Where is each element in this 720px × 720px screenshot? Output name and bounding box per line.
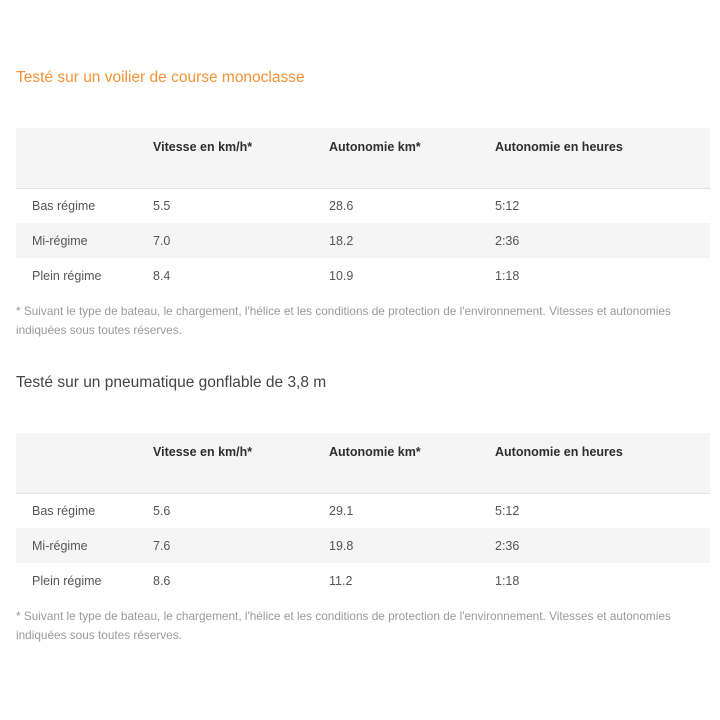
cell-range-km: 10.9 <box>329 268 354 283</box>
section-title: Testé sur un voilier de course monoclasse <box>16 69 305 86</box>
header-cell-empty <box>16 433 153 493</box>
table-header-row <box>16 128 710 188</box>
cell-range-km: 19.8 <box>329 538 354 553</box>
header-range-hours: Autonomie en heures <box>495 445 623 459</box>
cell-range-hours: 5:12 <box>495 198 520 213</box>
table-row <box>16 493 710 528</box>
header-range-km: Autonomie km* <box>329 140 421 154</box>
header-range-hours: Autonomie en heures <box>495 140 623 154</box>
cell-speed: 7.6 <box>153 538 171 553</box>
cell-range-hours: 1:18 <box>495 268 520 283</box>
header-cell-empty <box>16 128 153 188</box>
cell-speed: 8.6 <box>153 573 171 588</box>
cell-range-hours: 5:12 <box>495 503 520 518</box>
footnote: * Suivant le type de bateau, le chargement, l'hélice et les conditions de protection de l'environnement. Vitesses et autonomies indiquées sous toutes réserves. <box>16 304 671 337</box>
cell-range-km: 18.2 <box>329 233 354 248</box>
cell-speed: 5.6 <box>153 503 171 518</box>
spec-table <box>16 433 710 598</box>
table-row <box>16 188 710 223</box>
header-range-km: Autonomie km* <box>329 445 421 459</box>
table-row <box>16 223 710 258</box>
row-label: Plein régime <box>32 268 102 283</box>
row-label: Mi-régime <box>32 233 88 248</box>
header-speed: Vitesse en km/h* <box>153 445 253 459</box>
row-label: Plein régime <box>32 573 102 588</box>
cell-speed: 5.5 <box>153 198 171 213</box>
cell-range-hours: 1:18 <box>495 573 520 588</box>
cell-speed: 8.4 <box>153 268 171 283</box>
cell-range-hours: 2:36 <box>495 233 520 248</box>
footnote: * Suivant le type de bateau, le chargement, l'hélice et les conditions de protection de l'environnement. Vitesses et autonomies indiquées sous toutes réserves. <box>16 609 671 642</box>
row-label: Mi-régime <box>32 538 88 553</box>
cell-range-hours: 2:36 <box>495 538 520 553</box>
row-label: Bas régime <box>32 198 96 213</box>
cell-range-km: 11.2 <box>329 573 353 588</box>
table-row <box>16 563 710 598</box>
table-header-row <box>16 433 710 493</box>
row-label: Bas régime <box>32 503 96 518</box>
cell-range-km: 28.6 <box>329 198 354 213</box>
spec-section-sailboat <box>16 68 710 340</box>
table-row <box>16 528 710 563</box>
header-speed: Vitesse en km/h* <box>153 140 253 154</box>
cell-range-km: 29.1 <box>329 503 354 518</box>
spec-section-inflatable <box>16 373 710 645</box>
table-row <box>16 258 710 293</box>
cell-speed: 7.0 <box>153 233 171 248</box>
section-title: Testé sur un pneumatique gonflable de 3,8 m <box>16 374 327 391</box>
spec-table <box>16 128 710 293</box>
